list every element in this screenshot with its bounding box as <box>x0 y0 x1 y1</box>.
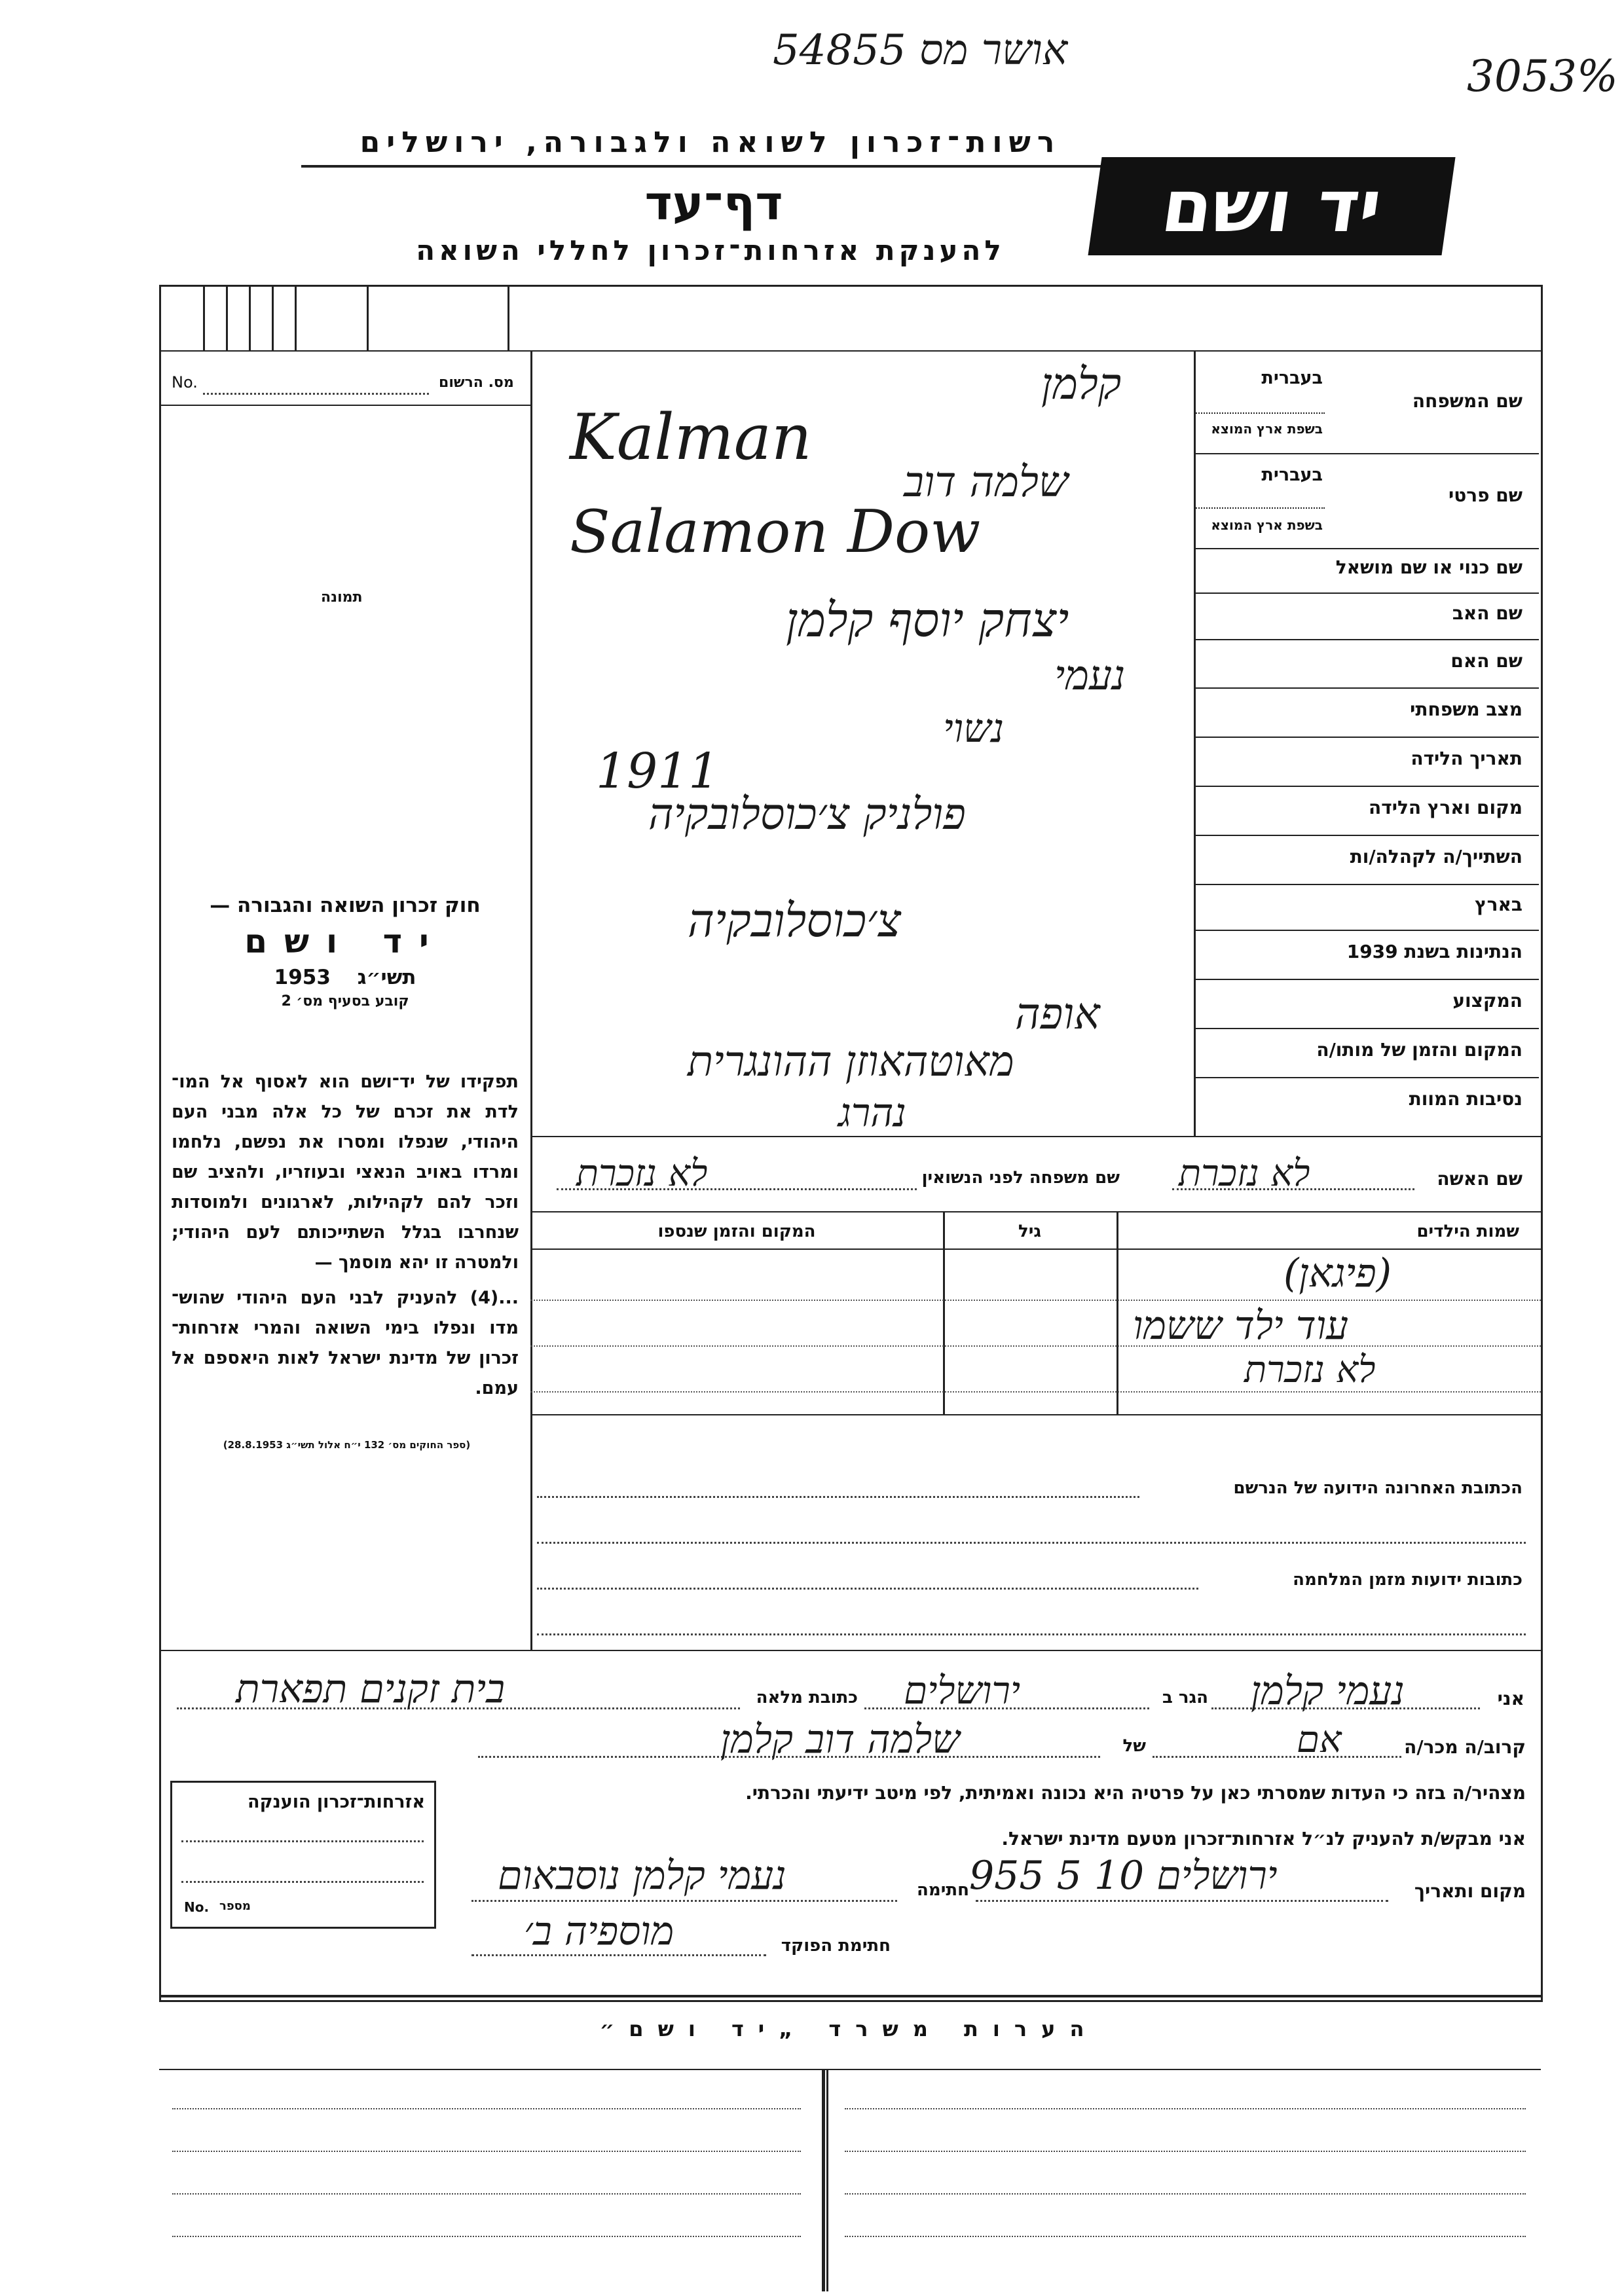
first-name-origin-value: Salamon Dow <box>570 498 981 566</box>
first-name-hebrew-value: שלמה דוב <box>904 458 1069 507</box>
marital-value: נשוי <box>943 706 1005 752</box>
father-label: שם האב <box>1452 602 1522 624</box>
marital-label: מצב משפחתי <box>1410 699 1522 720</box>
office-notes-title: הערות משרד „יד ושם״ <box>599 2016 1099 2041</box>
family-name-sub-origin: בשפת ארץ המוצא <box>1211 421 1323 437</box>
birth-place-value: פולניק צ׳כוסלובקיה <box>648 789 966 839</box>
decl-i-label: אני <box>1497 1688 1524 1709</box>
law-text-2: ...(4) להעניק לבני העם היהודי שהוש־ מדו ונפלו בימי השואה והמרי אזרחות־ זכרון של מדינת ישראל לאות היאספם אל עמם. <box>172 1288 519 1398</box>
reg-no-label: מס. הרשום <box>439 374 514 391</box>
profession-value: אופה <box>1015 989 1100 1039</box>
community-label: השתייך/ה לקהלה/ות <box>1350 846 1522 867</box>
death-place-label: המקום והזמן של מותו/ה <box>1316 1039 1522 1061</box>
nickname-label: שם כנוי או שם מושאל <box>1335 556 1522 578</box>
law-name: יד ושם <box>244 922 446 960</box>
corner-number: 3053% <box>1467 51 1618 101</box>
reg-no-latin: No. <box>172 373 198 392</box>
family-name-origin-value: Kalman <box>570 401 812 474</box>
decl-i-value: נעמי קלמן <box>1251 1668 1405 1714</box>
wife-label: שם האשה <box>1437 1168 1522 1190</box>
first-name-label: שם פרטי <box>1448 484 1522 506</box>
decl-lives-label: הגר ב <box>1162 1688 1208 1707</box>
family-name-label: שם המשפחה <box>1412 390 1522 412</box>
citizenship-box-title: אזרחות־זכרון הוענקה <box>248 1792 425 1812</box>
country-label: בארץ <box>1475 894 1522 915</box>
decl-address-value: בית זקנים תפארת <box>236 1666 506 1712</box>
citizenship-no-latin: No. <box>184 1899 210 1915</box>
decl-lives-value: ירושלים <box>904 1668 1021 1713</box>
mother-value: נעמי <box>1054 651 1126 699</box>
death-circumstances-label: נסיבות המוות <box>1409 1088 1522 1110</box>
death-place-value: מאוטהאוזן ההונגרית <box>688 1038 1014 1086</box>
decl-relative-label: קרוב/ה מכר/ה <box>1404 1736 1526 1758</box>
first-name-sub-origin: בשפת ארץ המוצא <box>1211 517 1323 533</box>
residence-1939-label: הנתינות בשנת 1939 <box>1346 941 1522 962</box>
law-year-heb: תשי״ג <box>357 966 416 989</box>
family-name-sub-hebrew: בעברית <box>1261 368 1323 388</box>
yad-vashem-logo: יד ושם <box>1088 157 1455 255</box>
child-entry-1: (פיגאן) <box>1283 1250 1392 1296</box>
citizenship-no-heb: מספר <box>219 1899 251 1913</box>
law-clause: קובע בסעיף מס׳ 2 <box>281 993 409 1010</box>
decl-official-value: מוספיה ב׳ <box>524 1908 674 1954</box>
children-col-names: שמות הילדים <box>1416 1222 1519 1241</box>
birth-place-label: מקום וארץ הלידה <box>1369 797 1522 818</box>
photo-label: תמונה <box>321 589 363 606</box>
decl-of-label: של <box>1122 1736 1146 1756</box>
decl-address-label: כתובת מלאה <box>756 1688 858 1707</box>
decl-place-date-value: ירושלים 10 5 955 <box>969 1853 1278 1899</box>
citizenship-box <box>170 1781 436 1929</box>
child-entry-3: לא נזכרת <box>1244 1349 1376 1391</box>
form-subtitle: להענקת אזרחות־זכרון לחללי השואה <box>416 234 1005 266</box>
first-name-sub-hebrew: בעברית <box>1261 465 1323 485</box>
wife-value: לא נזכרת <box>1179 1152 1310 1195</box>
birth-date-label: תאריך הלידה <box>1411 748 1522 769</box>
country-value: צ׳כוסלובקיה <box>688 894 902 947</box>
maiden-name-value: לא נזכרת <box>576 1152 708 1195</box>
child-entry-2: עוד ילד ששמו <box>1133 1303 1349 1349</box>
approval-label: אושר מס <box>919 26 1068 75</box>
law-year: 1953 <box>274 966 331 989</box>
decl-official-label: חתימת הפוקד <box>781 1936 891 1956</box>
death-circumstances-value: נהרג <box>838 1090 906 1136</box>
children-col-age: גיל <box>1018 1222 1041 1241</box>
decl-statement: מצהיר/ה בזה כי העדות שמסרתי כאן על פרטיה היא נכונה ואמיתית, לפי מיטב ידיעתי והכרתי. <box>745 1782 1526 1804</box>
decl-request: אני מבקש/ת להעניק לנ״ל אזרחות־זכרון מטעם מדינת ישראל. <box>1001 1828 1526 1850</box>
law-source: (ספר החוקים מס׳ 132 י״ח אלול תשי״ג 28.8.1953) <box>223 1439 471 1451</box>
top-annotation <box>773 26 1067 75</box>
form-title: דף־עד <box>644 175 783 230</box>
law-title: חוק זכרון השואה והגבורה — <box>210 894 481 917</box>
maiden-name-label: שם משפחה לפני הנשואין <box>921 1168 1120 1188</box>
children-col-place: המקום והזמן שנספו <box>657 1222 816 1241</box>
last-address-label: הכתובת האחרונה הידועה של הנרשם <box>1233 1478 1522 1498</box>
decl-signature-label: חתימה <box>917 1880 969 1900</box>
profession-label: המקצוע <box>1452 990 1522 1011</box>
birth-date-value: 1911 <box>596 743 720 799</box>
institution-name: רשות־זכרון לשואה ולגבורה, ירושלים <box>360 126 1061 159</box>
family-name-hebrew-value: קלמן <box>1041 359 1122 409</box>
mother-label: שם האם <box>1450 650 1522 672</box>
approval-number: 54855 <box>773 26 906 75</box>
decl-place-date-label: מקום ותאריך <box>1414 1880 1526 1902</box>
decl-of-value: שלמה דוב קלמן <box>720 1717 960 1762</box>
father-value: יצחק יוסף קלמן <box>786 592 1069 647</box>
decl-signature-value: נעמי קלמן נוסבאום <box>498 1853 786 1899</box>
law-text-1: תפקידו של יד־ושם הוא לאסוף אל המו־ לדת את זכרם של כל אלה מבני העם היהודי, שנפלו ומסרו את נפשם, נלחמו ומרדו באויב הנאצי ובעוזריו, ולהציב שם וזכר להם לקהילות, לארגונים ולמוסדות שנחרבו בגלל השתייכותם לעם היהודי; ולמטרה זו יהא מוסמך — <box>172 1072 519 1273</box>
wartime-addresses-label: כתובות ידועות מזמן המלחמה <box>1293 1570 1522 1590</box>
decl-relative-value: אם <box>1297 1719 1342 1761</box>
